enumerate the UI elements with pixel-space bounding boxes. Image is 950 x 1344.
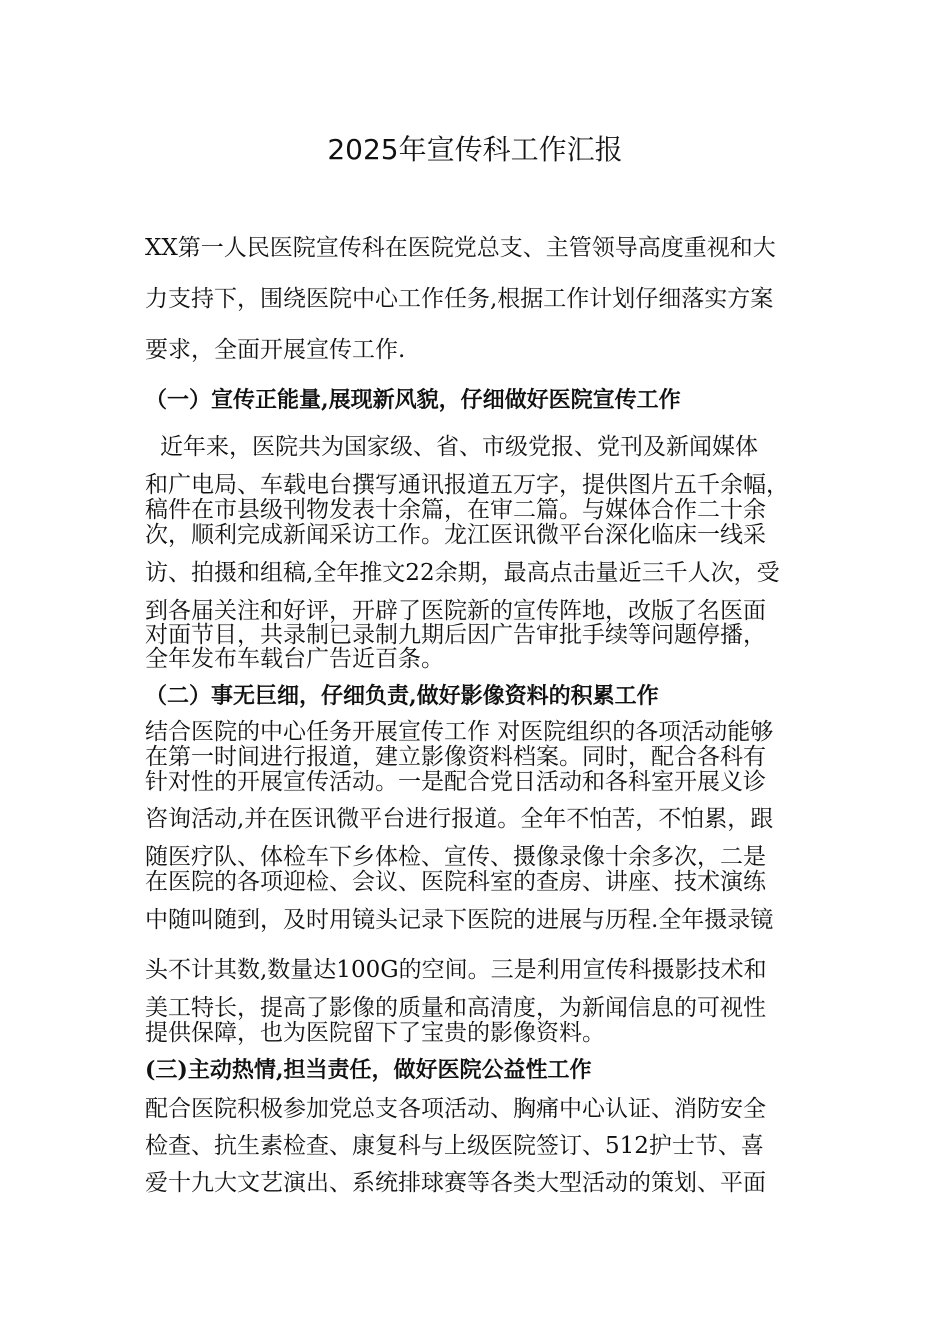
section2-line: 结合医院的中心任务开展宣传工作 对医院组织的各项活动能够 <box>145 719 774 745</box>
section3-line: 爱十九大文艺演出、系统排球赛等各类大型活动的策划、平面 <box>145 1170 766 1196</box>
section2-line: 头不计其数,数量达100G的空间。三是利用宣传科摄影技术和 <box>145 957 767 983</box>
document-title: 2025年宣传科工作汇报 <box>327 133 623 166</box>
section1-line: 全年发布车载台广告近百条。 <box>145 646 444 672</box>
section1-line: 到各届关注和好评，开辟了医院新的宣传阵地，改版了名医面 <box>145 598 766 624</box>
section3-line: 检查、抗生素检查、康复科与上级医院签订、512护士节、喜 <box>145 1133 764 1159</box>
section1-line: 和广电局、车载电台撰写通讯报道五万字，提供图片五千余幅， <box>145 472 789 498</box>
section2-line: 在第一时间进行报道，建立影像资料档案。同时，配合各科有 <box>145 744 766 770</box>
section2-line: 针对性的开展宣传活动。一是配合党日活动和各科室开展义诊 <box>145 769 766 795</box>
section-heading-1: （一）宣传正能量,展现新风貌，仔细做好医院宣传工作 <box>145 387 681 413</box>
section1-line: 对面节目，共录制已录制九期后因广告审批手续等问题停播， <box>145 622 766 648</box>
section2-line: 在医院的各项迎检、会议、医院科室的查房、讲座、技术演练 <box>145 869 766 895</box>
section3-line: 配合医院积极参加党总支各项活动、胸痛中心认证、消防安全 <box>145 1096 766 1122</box>
section2-line: 提供保障，也为医院留下了宝贵的影像资料。 <box>145 1020 605 1046</box>
section2-line: 随医疗队、体检车下乡体检、宣传、摄像录像十余多次，二是 <box>145 844 766 870</box>
section1-line: 访、拍摄和组稿,全年推文22余期，最高点击量近三千人次，受 <box>145 560 780 586</box>
section1-line: 次，顺利完成新闻采访工作。龙江医讯微平台深化临床一线采 <box>145 522 766 548</box>
intro-line: 要求，全面开展宣传工作. <box>145 337 406 363</box>
section1-line: 稿件在市县级刊物发表十余篇，在审二篇。与媒体合作二十余 <box>145 497 766 523</box>
section2-line: 咨询活动,并在医讯微平台进行报道。全年不怕苦，不怕累，跟 <box>145 806 774 832</box>
intro-line: 力支持下，围绕医院中心工作任务,根据工作计划仔细落实方案 <box>145 286 774 312</box>
section-heading-3: (三)主动热情,担当责任，做好医院公益性工作 <box>145 1057 592 1083</box>
intro-line: XX第一人民医院宣传科在医院党总支、主管领导高度重视和大 <box>145 235 776 261</box>
section2-line: 美工特长，提高了影像的质量和高清度，为新闻信息的可视性 <box>145 995 766 1021</box>
section2-line: 中随叫随到，及时用镜头记录下医院的进展与历程.全年摄录镜 <box>145 907 774 933</box>
section1-line: 近年来，医院共为国家级、省、市级党报、党刊及新闻媒体 <box>160 434 758 460</box>
section-heading-2: （二）事无巨细，仔细负责,做好影像资料的积累工作 <box>145 683 659 709</box>
